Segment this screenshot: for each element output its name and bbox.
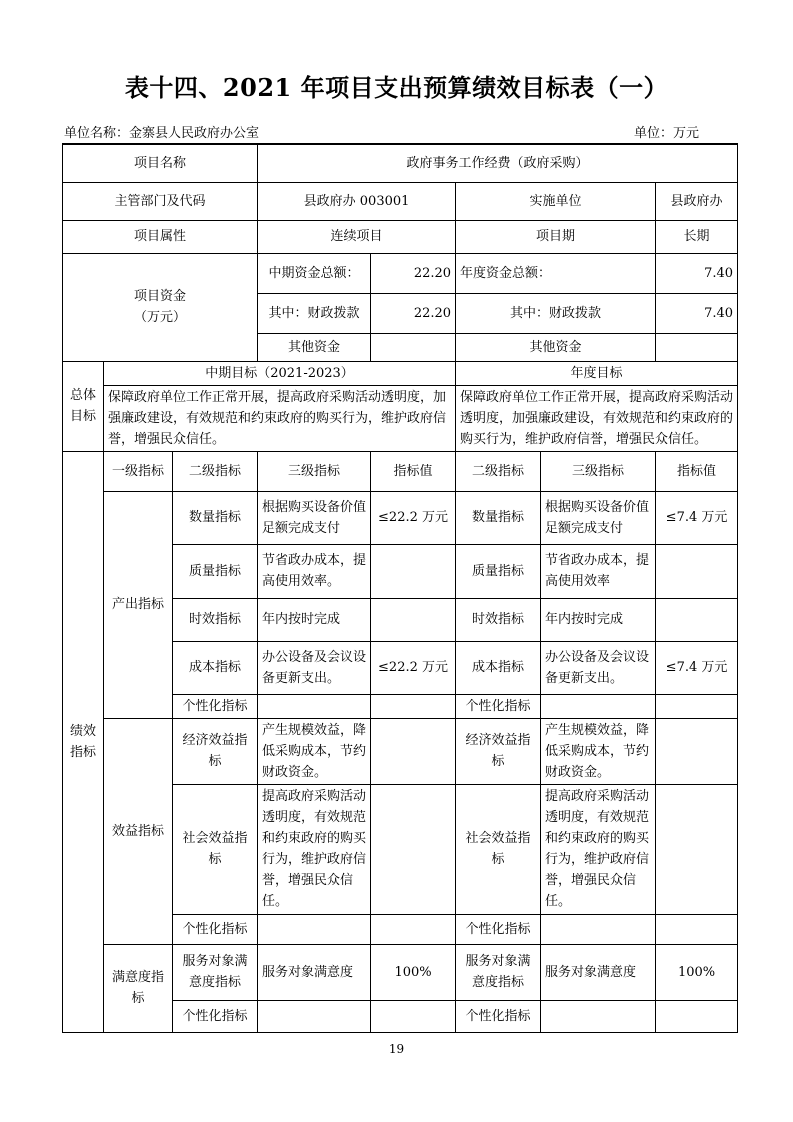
satisfaction-personal-mid: [258, 1000, 371, 1032]
time-label: 时效指标: [173, 598, 258, 641]
time-label-year: 时效指标: [456, 598, 541, 641]
service-label: 服务对象满意度指标: [173, 944, 258, 1000]
qty-mid-value: ≤22.2 万元: [371, 491, 456, 544]
impl-value: 县政府办: [656, 182, 738, 220]
econ-mid: 产生规模效益，降低采购成本，节约财政资金。: [258, 718, 371, 784]
year-fiscal-value: 7.40: [656, 293, 738, 333]
header-level3: 三级指标: [258, 451, 371, 491]
satisfaction-personal-mid-value: [371, 1000, 456, 1032]
table-row: [63, 220, 738, 253]
table-row: [63, 182, 738, 220]
cost-year: 办公设备及会议设备更新支出。: [541, 641, 656, 694]
mid-other-value: [371, 333, 456, 361]
time-year: 年内按时完成: [541, 598, 656, 641]
header-value: 指标值: [371, 451, 456, 491]
year-goal-header: 年度目标: [456, 361, 738, 385]
mid-fiscal-value: 22.20: [371, 293, 456, 333]
time-mid-value: [371, 598, 456, 641]
satisfaction-personal-year-value: [656, 1000, 738, 1032]
unit-name: 单位名称：金寨县人民政府办公室: [64, 126, 260, 141]
econ-year-value: [656, 718, 738, 784]
mid-goal-header: 中期目标（2021-2023）: [104, 361, 456, 385]
qty-label: 数量指标: [173, 491, 258, 544]
quality-year-value: [656, 544, 738, 598]
benefit-indicator-label: 效益指标: [104, 718, 173, 944]
impl-label: 实施单位: [456, 182, 656, 220]
page-number: 19: [388, 1042, 405, 1056]
year-total-label: 年度资金总额：: [456, 253, 656, 293]
qty-year-value: ≤7.4 万元: [656, 491, 738, 544]
attr-label: 项目属性: [63, 220, 258, 253]
benefit-personal-label: 个性化指标: [173, 914, 258, 944]
benefit-personal-year-value: [656, 914, 738, 944]
cost-label-year: 成本指标: [456, 641, 541, 694]
project-name-value: 政府事务工作经费（政府采购）: [258, 144, 738, 182]
table-row: [63, 451, 738, 491]
year-goal-text: 保障政府单位工作正常开展，提高政府采购活动透明度，加强廉政建设，有效规范和约束政府的购买行为，维护政府信誉，增强民众信任。: [456, 385, 738, 451]
social-label-year: 社会效益指标: [456, 784, 541, 914]
table-row: [63, 144, 738, 182]
mid-total-label: 中期资金总额：: [258, 253, 371, 293]
header-value-year: 指标值: [656, 451, 738, 491]
table-row: [63, 944, 738, 1000]
header-level3-year: 三级指标: [541, 451, 656, 491]
table-row: [63, 718, 738, 784]
time-year-value: [656, 598, 738, 641]
cost-year-value: ≤7.4 万元: [656, 641, 738, 694]
year-other-label: 其他资金: [456, 333, 656, 361]
social-year: 提高政府采购活动透明度，有效规范和约束政府的购买行为，维护政府信誉，增强民众信任。: [541, 784, 656, 914]
quality-mid-value: [371, 544, 456, 598]
year-other-value: [656, 333, 738, 361]
service-year: 服务对象满意度: [541, 944, 656, 1000]
period-label: 项目期: [456, 220, 656, 253]
service-label-year: 服务对象满意度指标: [456, 944, 541, 1000]
econ-label-year: 经济效益指标: [456, 718, 541, 784]
benefit-personal-mid: [258, 914, 371, 944]
header-level2-year: 二级指标: [456, 451, 541, 491]
econ-mid-value: [371, 718, 456, 784]
satisfaction-personal-label-year: 个性化指标: [456, 1000, 541, 1032]
table-row: [63, 385, 738, 451]
social-mid: 提高政府采购活动透明度，有效规范和约束政府的购买行为，维护政府信誉，增强民众信任。: [258, 784, 371, 914]
cost-mid: 办公设备及会议设备更新支出。: [258, 641, 371, 694]
dept-label: 主管部门及代码: [63, 182, 258, 220]
header-level1: 一级指标: [104, 451, 173, 491]
output-personal-label: 个性化指标: [173, 694, 258, 718]
funds-label: [63, 253, 258, 361]
year-fiscal-label: 其中：财政拨款: [456, 293, 656, 333]
funds-label-line2: （万元）: [134, 310, 187, 325]
social-mid-value: [371, 784, 456, 914]
table-row: [63, 491, 738, 544]
cost-mid-value: ≤22.2 万元: [371, 641, 456, 694]
benefit-personal-mid-value: [371, 914, 456, 944]
service-mid: 服务对象满意度: [258, 944, 371, 1000]
satisfaction-personal-label: 个性化指标: [173, 1000, 258, 1032]
social-label: 社会效益指标: [173, 784, 258, 914]
service-mid-value: 100%: [371, 944, 456, 1000]
quality-mid: 节省政办成本，提高使用效率。: [258, 544, 371, 598]
service-year-value: 100%: [656, 944, 738, 1000]
satisfaction-personal-year: [541, 1000, 656, 1032]
mid-other-label: 其他资金: [258, 333, 371, 361]
mid-goal-text: 保障政府单位工作正常开展，提高政府采购活动透明度，加强廉政建设，有效规范和约束政府的购买行为，维护政府信誉，增强民众信任。: [104, 385, 456, 451]
header-level2: 二级指标: [173, 451, 258, 491]
performance-indicator-label: 绩效指标: [63, 451, 104, 1032]
time-mid: 年内按时完成: [258, 598, 371, 641]
project-name-label: 项目名称: [63, 144, 258, 182]
table-row: [63, 253, 738, 293]
output-personal-mid: [258, 694, 371, 718]
social-year-value: [656, 784, 738, 914]
mid-total-value: 22.20: [371, 253, 456, 293]
econ-year: 产生规模效益，降低采购成本，节约财政资金。: [541, 718, 656, 784]
page-title: 表十四、2021 年项目支出预算绩效目标表（一）: [124, 73, 669, 102]
attr-value: 连续项目: [258, 220, 456, 253]
output-personal-year-value: [656, 694, 738, 718]
qty-label-year: 数量指标: [456, 491, 541, 544]
table-row: [63, 361, 738, 385]
overall-goal-label: 总体目标: [63, 361, 104, 451]
benefit-personal-label-year: 个性化指标: [456, 914, 541, 944]
quality-label-year: 质量指标: [456, 544, 541, 598]
year-total-value: 7.40: [656, 253, 738, 293]
qty-mid: 根据购买设备价值足额完成支付: [258, 491, 371, 544]
mid-fiscal-label: 其中：财政拨款: [258, 293, 371, 333]
funds-label-line1: 项目资金: [134, 289, 187, 304]
satisfaction-indicator-label: 满意度指标: [104, 944, 173, 1032]
econ-label: 经济效益指标: [173, 718, 258, 784]
period-value: 长期: [656, 220, 738, 253]
output-indicator-label: 产出指标: [104, 491, 173, 718]
quality-year: 节省政办成本，提高使用效率: [541, 544, 656, 598]
cost-label: 成本指标: [173, 641, 258, 694]
budget-performance-table: [62, 143, 738, 1033]
output-personal-label-year: 个性化指标: [456, 694, 541, 718]
quality-label: 质量指标: [173, 544, 258, 598]
output-personal-year: [541, 694, 656, 718]
output-personal-mid-value: [371, 694, 456, 718]
qty-year: 根据购买设备价值足额完成支付: [541, 491, 656, 544]
benefit-personal-year: [541, 914, 656, 944]
currency-unit: 单位：万元: [634, 126, 700, 141]
dept-value: 县政府办 003001: [258, 182, 456, 220]
